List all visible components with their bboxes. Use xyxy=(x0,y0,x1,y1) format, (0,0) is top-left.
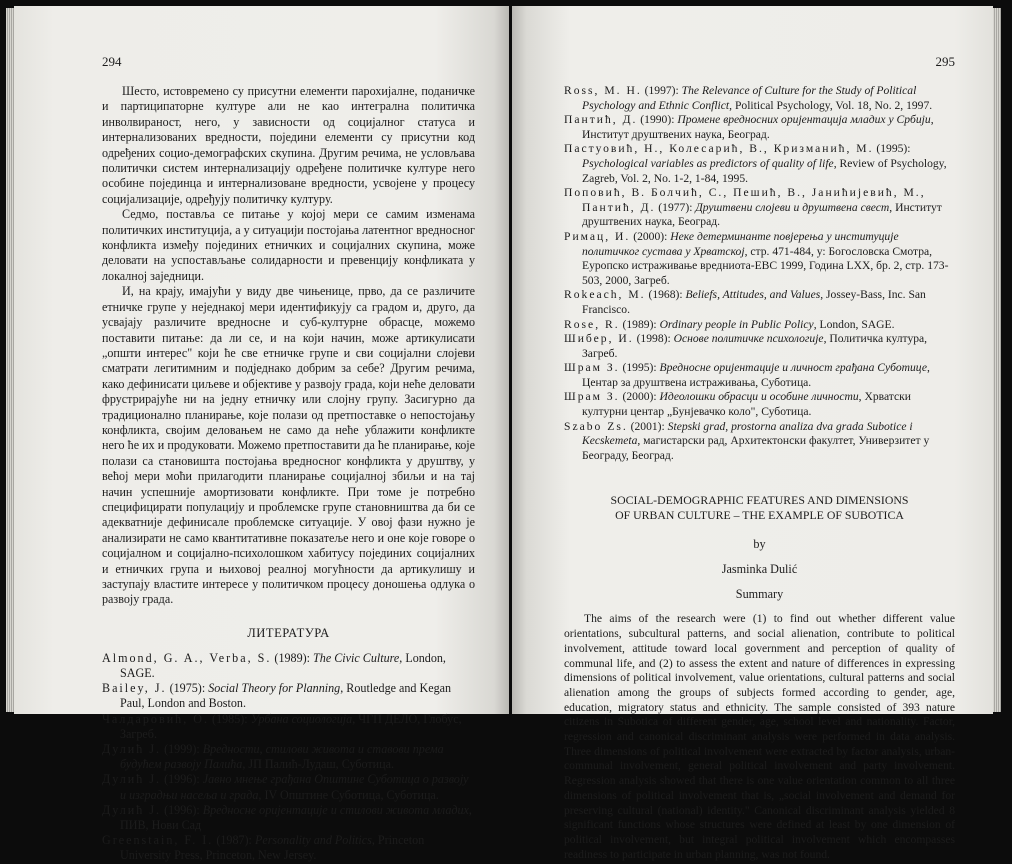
reference-author: Ross, M. H. xyxy=(564,84,642,97)
reference-entry xyxy=(564,230,955,288)
reference-year: (1996): xyxy=(161,802,203,817)
reference-details: , Хрватски културни центар „Бунјевачко коло", Суботица. xyxy=(582,390,911,419)
reference-list-right xyxy=(564,84,955,463)
reference-entry xyxy=(102,833,475,863)
reference-title: Вредносне оријентације и стилови живота младих xyxy=(202,802,469,817)
reference-details: , Review of Psychology, Zagreb, Vol. 2, No. 1-2, 1-84, 1995. xyxy=(582,156,947,185)
reference-author: Шрам З. xyxy=(564,361,620,375)
reference-year: (1975): xyxy=(166,681,209,696)
reference-details: , Princeton University Press, Princeton, New Jersey. xyxy=(120,833,425,863)
paragraph: И, на крају, имајући у виду две чињенице, прво, да се различите етничке групе у неједнакој мери идентификују са градом и, друго, да усвајају различите вредносне и суб-културне обрасце, можемо поставити питање: да ли се, и на који начин, може артикулисати „општи интерес" који ће све етничке групе и сви социјални слојеви сматрати легитимним и подједнако добрим за себе? Другим речима, како дефинисати циљеве и објективе у развоју града, који неће деловати фрустрирајуће ни на једну етничку или слојну групу. Засигурно да традиционално планирање, које полази од претпоставке о непостојању конфликта, својим деловањем не само да неће ублажити конфликте него ће их и продуковати. Можемо претпоставити да ће планирање, које полази са становишта постојања вредносног конфликта у друштву, у већој мери моћи прилагодити планирање социјалној збиљи и на тај начин успешније амортизовати конфликте. При томе је потребно специфицирати популацију и проблемске групе становништва да би се адекватније дефинисале проблемске ситуације. У овој фази нужно је анализирати не само квантитативне показатеље него и оне које говоре о социјалном и социјално-психолошком хабитусу појединих социјалних и етничких група и њиховој реалној могућности да артикулишу и заступају властите интересе у политичком процесу доношења одлука о развоју града. xyxy=(102,284,475,607)
reference-author: Дулић Ј. xyxy=(102,772,162,787)
reference-title: Вредности, стилови живота и ставови према будућем развоју Палића xyxy=(120,742,444,772)
paragraph: Седмо, постављa се питање у којој мери се самим изменама политичких институција, а у ситуацији постојања латентног вредносног конфликта између појединих етничких и социјалних скупина, може деловати на успостављање солидарности и превенцију конфликата у локалној заједници. xyxy=(102,207,475,283)
reference-details: , ПИВ, Нови Сад xyxy=(120,802,472,833)
reference-entry xyxy=(564,142,955,186)
reference-details: , Институт друштвених наука, Београд. xyxy=(582,200,942,229)
reference-list-left xyxy=(102,651,475,864)
reference-details: , Политичка култура, Загреб. xyxy=(582,332,928,360)
summary-heading: Summary xyxy=(735,587,784,602)
reference-title: Јавно мнење грађана Општине Суботица о развоју и изградњи насеља и града xyxy=(120,772,469,802)
reference-year: (2000): xyxy=(619,390,660,404)
reference-author: Дулић Ј. xyxy=(102,742,162,757)
reference-author: Szabo Zs. xyxy=(564,419,628,433)
body-text-left xyxy=(102,84,475,608)
reference-entry xyxy=(102,651,475,681)
reference-entry xyxy=(564,288,955,317)
reference-title: Основе политичке психологије xyxy=(673,332,824,346)
reference-title: Personality and Politics xyxy=(254,833,372,848)
reference-author: Bailey, J. xyxy=(102,681,167,696)
reference-details: , ЧГП ДЕЛО, Глобус, Загреб. xyxy=(120,711,462,741)
reference-author: Поповић, В. Болчић, С., Пешић, В., Јанићијевић, М., Пантић, Д. xyxy=(564,186,926,214)
reference-details: , London, SAGE. xyxy=(120,650,446,681)
by-line: by xyxy=(753,537,766,552)
reference-title: Друштвени слојеви и друштвена свест xyxy=(695,200,890,214)
reference-title: Psychological variables as predictors of quality of life xyxy=(582,156,834,170)
reference-year: (1985): xyxy=(209,711,251,726)
reference-entry xyxy=(564,113,955,142)
summary-text xyxy=(564,612,955,862)
paragraph: Шесто, истовремено су присутни елементи парохијалне, поданичке и партиципаторне културе али не као интегрална политичка инволвираност, него, у зависности од социјалног статуса и интернализованих вредности, поједини елементи су присутни код одређених социо-демографских скупина. Другим речима, не условљава политички систем интернализацију одређене политичке културе него особине појединца и интернализоване вредности, усвојене у процесу социјализације, одређују политичку културу. xyxy=(102,84,475,206)
reference-author: Римац, И. xyxy=(564,229,631,243)
reference-author: Чалдаровић, О. xyxy=(102,711,210,726)
reference-author: Greenstain, F. I. xyxy=(102,833,214,848)
page-number-right: 295 xyxy=(935,54,955,69)
reference-year: (1990): xyxy=(637,113,678,127)
reference-year: (1989): xyxy=(271,650,314,665)
reference-title: Вредносне оријентације и личност грађана Суботице xyxy=(659,361,928,375)
reference-author: Rokeach, M. xyxy=(564,288,646,302)
reference-title: The Relevance of Culture for the Study of Political Psychology and Ethnic Conflict xyxy=(582,84,917,112)
reference-title: Идеолошки обрасци и особине личности xyxy=(659,390,859,404)
reference-year: (1996): xyxy=(161,772,203,787)
reference-details: , IV Општине Суботица, Суботица. xyxy=(258,787,439,802)
reference-entry xyxy=(564,84,955,113)
reference-details: , Political Psychology, Vol. 18, No. 2, 1997. xyxy=(729,98,933,112)
reference-title: Неке детерминанте повјерења у институције политичког сустава у Хрватској xyxy=(582,229,899,258)
reference-title: Beliefs, Attitudes, and Values xyxy=(685,288,821,302)
reference-author: Шрам З. xyxy=(564,390,620,404)
reference-year: (2000): xyxy=(630,229,671,243)
author-name: Jasminka Dulić xyxy=(721,562,798,577)
summary-paragraph: The aims of the research were (1) to find out whether different value orientations, subcultural patterns, and social alienation, contribute to political involvement, attitude toward local government and perception of quality of communal life, and (2) to assess the extent and nature of differences in expressing dimensions of political involvement, value orientations, cultural patterns and social alienation among the groups of subjects formed according to gender, age, education, migratory status and ethnicity. The sample consisted of 393 nature citizens in Subotica of different gender, age, school level and nationality. Factor, regression and canonical discriminant analysis were performed in data analysis. Three dimensions of political involvement were extracted by factor analysis, urban-communal involvement, general political involvement and party involvement. Regression analysis showed that there is one value orientation common to all three dimensions of political involvement that is, „social involvement and demand for preserving cultural (national) identity." Canonical discriminant analysis yielded 8 significant functions whose structures were defined at least by one dimension of political involvement, but integral political involvement which encompasses readiness to participate in urban planning, was not found. xyxy=(564,612,955,861)
article-title xyxy=(564,493,955,523)
reference-author: Шибер, И. xyxy=(564,332,634,346)
reference-entry xyxy=(102,803,475,833)
reference-author: Rose, R. xyxy=(564,317,620,331)
reference-details: , ЈП Палић-Лудаш, Суботица. xyxy=(242,757,395,772)
reference-entry xyxy=(564,332,955,361)
reference-entry xyxy=(102,772,475,802)
reference-details: , магистарски рад, Архитектонски факултет, Универзитет у Београду, Београд. xyxy=(582,434,930,462)
reference-entry xyxy=(564,318,955,333)
left-page-edge xyxy=(6,8,14,712)
reference-details: , стр. 471-484, у: Богословска Смотра, Еуропско истраживање вредниота-ЕВС 1999, Година LXX, бр. 2, стр. 173-503, 2000, Загреб. xyxy=(582,244,949,287)
references-heading: ЛИТЕРАТУРА xyxy=(247,625,330,640)
reference-year: (1995): xyxy=(619,361,660,375)
article-title-line: OF URBAN CULTURE – THE EXAMPLE OF SUBOTICA xyxy=(615,508,904,523)
reference-year: (1989): xyxy=(619,317,660,331)
reference-year: (1987): xyxy=(213,833,255,848)
reference-title: Промене вредносних оријентација младих у Србији xyxy=(677,113,931,127)
reference-year: (1977): xyxy=(655,200,696,214)
reference-author: Almond, G. A., Verba, S. xyxy=(102,650,272,665)
reference-entry xyxy=(564,390,955,419)
left-page xyxy=(14,6,509,863)
reference-year: (1995): xyxy=(873,142,911,156)
reference-details: , Институт друштвених наука, Београд. xyxy=(582,113,934,141)
article-title-line: SOCIAL-DEMOGRAPHIC FEATURES AND DIMENSIONS xyxy=(610,493,909,508)
reference-entry xyxy=(102,712,475,742)
page-number-left: 294 xyxy=(102,54,122,69)
reference-details: , Routledge and Kegan Paul, London and Boston. xyxy=(120,681,452,711)
reference-year: (1998): xyxy=(633,332,674,346)
reference-entry xyxy=(564,361,955,390)
reference-entry xyxy=(564,186,955,230)
reference-details: , Jossey-Bass, Inc. San Francisco. xyxy=(582,288,926,316)
reference-author: Дулић Ј. xyxy=(102,802,162,817)
reference-year: (1999): xyxy=(161,742,203,757)
reference-entry xyxy=(102,681,475,711)
reference-title: Урбана социологија xyxy=(250,711,353,726)
reference-author: Пастуовић, Н., Колесарић, В., Кризманић, М. xyxy=(564,142,874,156)
right-page-edge xyxy=(993,8,1001,712)
reference-author: Пантић, Д. xyxy=(564,113,638,127)
reference-year: (2001): xyxy=(627,419,668,433)
reference-details: , London, SAGE. xyxy=(813,317,895,331)
reference-title: The Civic Culture xyxy=(313,650,400,665)
reference-title: Stepski grad, prostorna analiza dva grada Subotice i Kecskemeta xyxy=(582,419,913,448)
reference-entry xyxy=(564,420,955,464)
reference-title: Social Theory for Planning xyxy=(208,681,341,696)
reference-title: Ordinary people in Public Policy xyxy=(659,317,814,331)
reference-details: , Центар за друштвена истраживања, Суботица. xyxy=(582,361,930,389)
reference-year: (1997): xyxy=(641,84,682,97)
right-page xyxy=(512,6,993,861)
reference-entry xyxy=(102,742,475,772)
reference-year: (1968): xyxy=(645,288,686,302)
